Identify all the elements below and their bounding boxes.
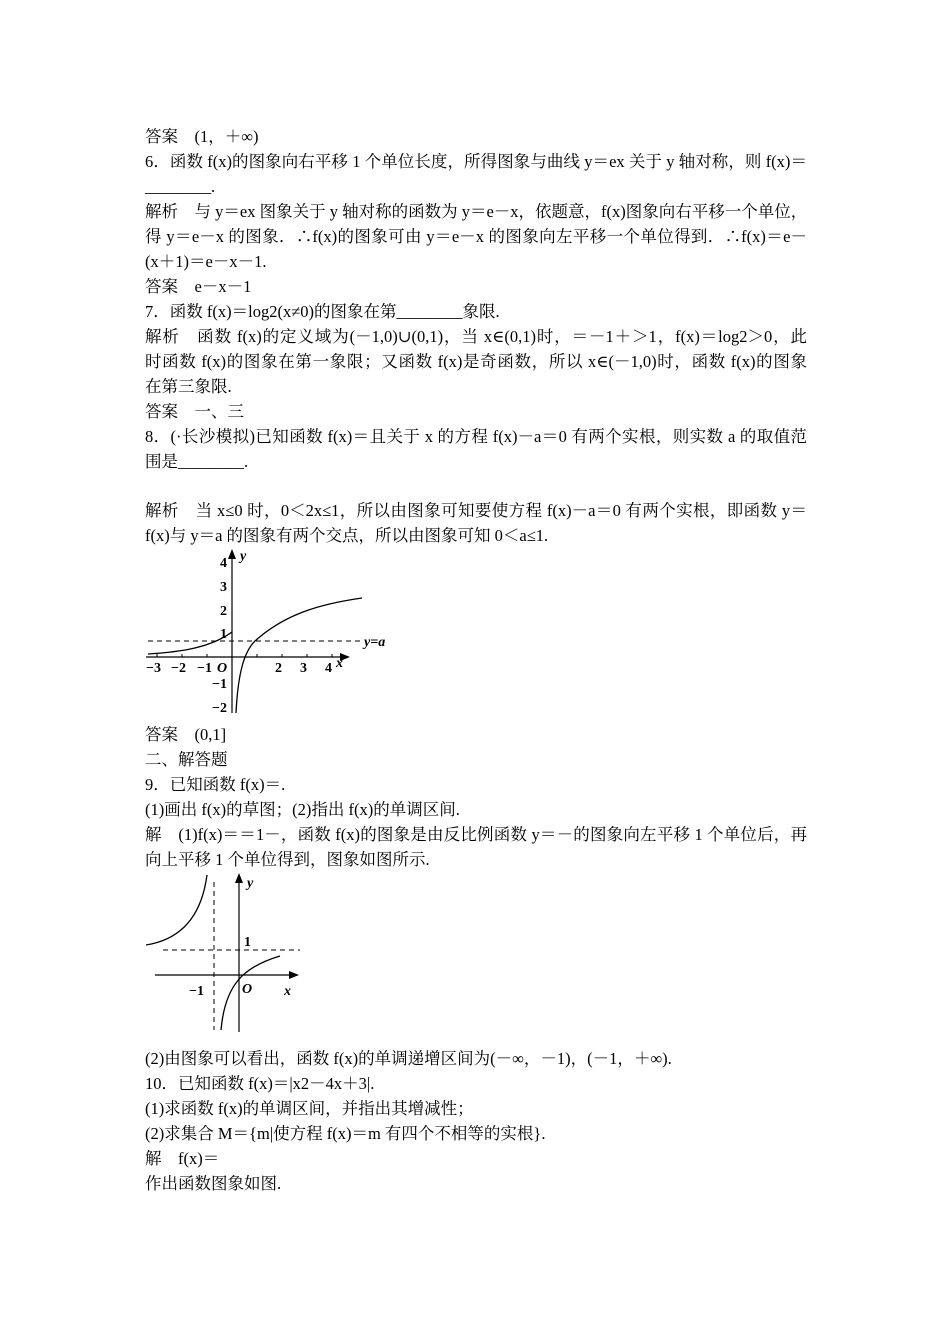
x-axis-label: x — [284, 984, 291, 999]
y-axis-label: y — [247, 876, 254, 891]
y-axis-arrow — [228, 549, 236, 559]
text-line: (1)画出 f(x)的草图；(2)指出 f(x)的单调区间. — [145, 800, 460, 819]
origin-label: O — [242, 982, 253, 997]
x-tick-label: −3 — [146, 661, 161, 676]
x-axis-arrow — [289, 971, 299, 979]
y-tick-label: 3 — [220, 580, 227, 595]
text-line: (2)求集合 M＝{m|使方程 f(x)＝m 有四个不相等的实根}. — [145, 1124, 546, 1143]
text-line: 10．已知函数 f(x)＝|x2－4x＋3|. — [145, 1074, 375, 1093]
line-label: y=a — [364, 635, 386, 650]
y-axis-arrow — [235, 873, 243, 883]
text-line: 在第三象限. — [145, 377, 232, 396]
x-tick-label: 2 — [275, 661, 282, 676]
x-axis-label: x — [336, 656, 343, 671]
text-line: 得 y＝e－x 的图象．∴f(x)的图象可由 y＝e－x 的图象向左平移一个单位得到．∴f(x)＝e－ — [145, 227, 807, 246]
x-tick-label: −1 — [197, 661, 212, 676]
text-line: 答案 (0,1] — [145, 725, 227, 744]
asymptote-y-label: 1 — [244, 935, 251, 950]
text-line: 解析 函数 f(x)的定义域为(－1,0)∪(0,1)，当 x∈(0,1)时，＝－1＋＞1，f(x)＝log2＞0，此 — [145, 327, 807, 346]
curve-left-branch — [146, 875, 207, 945]
text-line: (2)由图象可以看出，函数 f(x)的单调递增区间为(－∞，－1)，(－1，＋∞). — [145, 1049, 672, 1068]
text-line: 答案 一、三 — [145, 402, 244, 421]
text-line: 解析 与 y＝ex 图象关于 y 轴对称的函数为 y＝e－x，依题意，f(x)图象向右平移一个单位， — [145, 202, 808, 221]
text-line: 7．函数 f(x)＝log2(x≠0)的图象在第________象限. — [145, 302, 500, 321]
text-line: 9．已知函数 f(x)＝. — [145, 775, 286, 794]
y-tick-label: 2 — [220, 604, 227, 619]
text-line: f(x)与 y＝a 的图象有两个交点，所以由图象可知 0＜a≤1. — [145, 526, 549, 545]
asymptote-x-label: −1 — [189, 984, 204, 999]
text-line: (x＋1)＝e－x－1. — [145, 252, 267, 271]
y-tick-label: −2 — [212, 701, 227, 716]
y-tick-label: 1 — [220, 627, 227, 642]
text-line: 6．函数 f(x)的图象向右平移 1 个单位长度，所得图象与曲线 y＝ex 关于 y 轴对称，则 f(x)＝ — [145, 152, 807, 171]
graph-exponential-log — [140, 548, 400, 718]
x-tick-label: 3 — [300, 661, 307, 676]
text-line: 答案 e－x－1 — [145, 277, 252, 296]
text-line: 二、解答题 — [145, 750, 228, 769]
text-line: 向上平移 1 个单位得到，图象如图所示. — [145, 850, 430, 869]
text-line: 作出函数图象如图. — [145, 1174, 282, 1193]
x-tick-label: 4 — [325, 661, 332, 676]
text-line: 解析 当 x≤0 时，0＜2x≤1，所以由图象可知要使方程 f(x)－a＝0 有两个实根，即函数 y＝ — [145, 501, 807, 520]
text-line: 答案 (1，＋∞) — [145, 127, 259, 146]
text-line: 时函数 f(x)的图象在第一象限；又函数 f(x)是奇函数，所以 x∈(－1,0)时，函数 f(x)的图象 — [145, 352, 807, 371]
text-line: ________. — [145, 177, 216, 196]
graph-hyperbola — [143, 870, 313, 1035]
text-line: 8．(·长沙模拟)已知函数 f(x)＝且关于 x 的方程 f(x)－a＝0 有两个实根，则实数 a 的取值范 — [145, 427, 807, 446]
text-line: 围是________. — [145, 452, 249, 471]
y-axis-label: y — [240, 549, 247, 564]
x-tick-label: −2 — [171, 661, 186, 676]
y-tick-label: 4 — [220, 556, 227, 571]
text-line: 解 f(x)＝ — [145, 1149, 220, 1168]
text-line: 解 (1)f(x)＝＝1－，函数 f(x)的图象是由反比例函数 y＝－的图象向左平移 1 个单位后，再 — [145, 825, 807, 844]
y-tick-label: −1 — [212, 677, 227, 692]
text-line: (1)求函数 f(x)的单调区间，并指出其增减性； — [145, 1099, 474, 1118]
origin-label: O — [217, 661, 228, 676]
